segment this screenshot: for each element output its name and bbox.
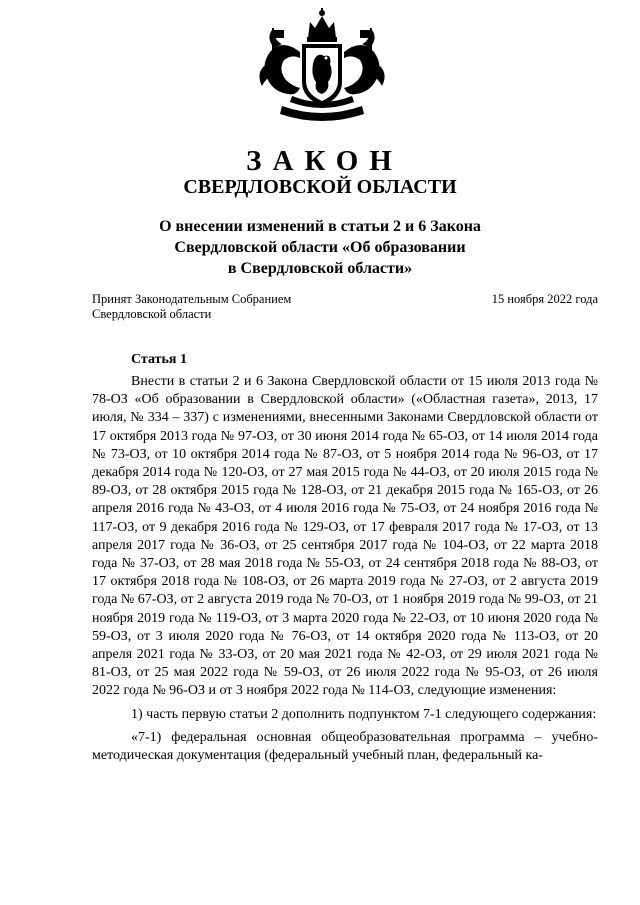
law-heading-line: О внесении изменений в статьи 2 и 6 Закона [159, 218, 481, 235]
paragraph: 1) часть первую статьи 2 дополнить подпунктом 7-1 следующего содержания: [131, 706, 597, 722]
law-heading [0, 216, 640, 279]
law-heading-line: в Свердловской области» [227, 260, 413, 277]
law-heading-line: Свердловской области «Об образовании [174, 239, 466, 256]
adopted-by-line: Принят Законодательным Собранием [92, 292, 292, 306]
adopted-date: 15 ноября 2022 года [491, 292, 598, 306]
coat-of-arms-emblem [252, 8, 392, 126]
adopted-by-line: Свердловской области [92, 307, 212, 321]
document-title: ЗАКОН [246, 145, 403, 177]
paragraph: Внести в статьи 2 и 6 Закона Свердловской области от 15 июля 2013 года № 78-ОЗ «Об образовании в Свердловской области» («Областная газета», 2013, 17 июля, № 334 – 337) с изменениями, внесенными Законами Свердловской области от 17 октября 2013 года № 97-ОЗ, от 30 июня 2014 года № 65-ОЗ, от 14 июля 2014 года № 73-ОЗ, от 10 октября 2014 года № 87-ОЗ, от 5 ноября 2014 года № 96-ОЗ, от 17 декабря 2014 года № 120-ОЗ, от 27 мая 2015 года № 44-ОЗ, от 20 июля 2015 года № 89-ОЗ, от 28 октября 2015 года № 128-ОЗ, от 21 декабря 2015 года № 165-ОЗ, от 26 апреля 2016 года № 43-ОЗ, от 4 июля 2016 года № 75-ОЗ, от 24 ноября 2016 года № 117-ОЗ, от 9 декабря 2016 года № 129-ОЗ, от 17 февраля 2017 года № 17-ОЗ, от 13 апреля 2017 года № 36-ОЗ, от 25 сентября 2017 года № 104-ОЗ, от 22 марта 2018 года № 37-ОЗ, от 28 мая 2018 года № 55-ОЗ, от 24 сентября 2018 года № 88-ОЗ, от 17 октября 2018 года № 108-ОЗ, от 26 марта 2019 года № 27-ОЗ, от 2 августа 2019 года № 67-ОЗ, от 2 августа 2019 года № 70-ОЗ, от 1 ноября 2019 года № 99-ОЗ, от 21 ноября 2019 года № 119-ОЗ, от 3 марта 2020 года № 22-ОЗ, от 10 июня 2020 года № 59-ОЗ, от 3 июля 2020 года № 76-ОЗ, от 14 октября 2020 года № 113-ОЗ, от 20 апреля 2021 года № 33-ОЗ, от 20 мая 2021 года № 42-ОЗ, от 29 июля 2021 года № 81-ОЗ, от 25 мая 2022 года № 59-ОЗ, от 26 июля 2022 года № 95-ОЗ, от 26 июля 2022 года № 96-ОЗ и от 3 ноября 2022 года № 114-ОЗ, следующие изменения: [92, 374, 598, 699]
document-subtitle: СВЕРДЛОВСКОЙ ОБЛАСТИ [183, 176, 457, 198]
article-title: Статья 1 [131, 352, 187, 367]
article-body [92, 373, 598, 770]
adopted-by [92, 292, 291, 322]
paragraph: «7-1) федеральная основная общеобразовательная программа – учебно-методическая документация (федеральный учебный план, федеральный ка- [92, 729, 598, 764]
